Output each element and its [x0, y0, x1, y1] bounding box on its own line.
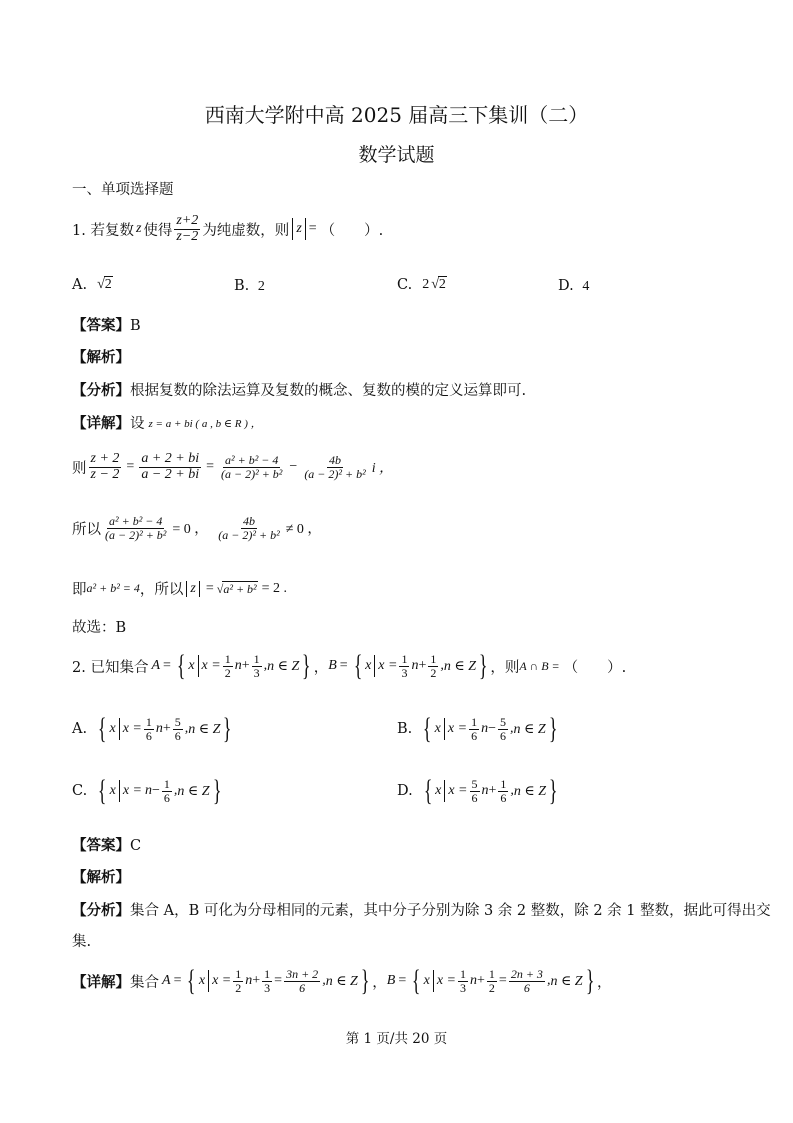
frac-3-den: (a − 2)² + b² — [221, 466, 283, 481]
q1-fraction — [174, 214, 200, 244]
frac-num: 1 — [145, 714, 152, 729]
page-footer: 第 1 页/共 20 页 — [345, 1031, 448, 1047]
frac — [252, 653, 262, 679]
option-b-value: 2 — [257, 279, 265, 294]
comma: ， — [313, 659, 329, 676]
n-in-z: n ∈ Z — [177, 783, 210, 799]
frac-den: 6 — [471, 728, 478, 743]
frac-den: 2 — [430, 665, 437, 680]
n-in-z: n ∈ Z — [550, 973, 583, 989]
frac-den: 3 — [460, 980, 467, 995]
cap-expr: A ∩ B = — [519, 658, 560, 673]
q2-option-d: D. { x x = $\frac{5}{6}$ n + $\frac{1}{6}$ , n ∈ Z } — [397, 774, 558, 807]
option-a — [72, 276, 113, 293]
n-var: n — [481, 721, 489, 736]
n-var: n — [234, 658, 242, 673]
frac — [498, 716, 508, 742]
choice-line: 故选：B — [72, 620, 127, 636]
frac-4 — [302, 454, 367, 480]
frac-den: 6 — [163, 790, 170, 805]
then-text: ，则 — [490, 659, 520, 676]
option-c — [397, 276, 447, 293]
mod-radicand: a² + b² — [223, 581, 257, 596]
suoyi2-text: ，所以 — [139, 582, 184, 598]
frac-2-den: a − 2 + bi — [141, 466, 200, 482]
set-var: x — [365, 658, 372, 673]
brace-left: { — [353, 649, 363, 682]
n-var: n — [411, 658, 419, 673]
brace-right: } — [223, 712, 232, 745]
minus-sign: − — [289, 459, 298, 475]
frac-den: 6 — [471, 790, 478, 805]
frac-5-num: a² + b² − 4 — [109, 514, 163, 528]
frac-5 — [103, 515, 168, 541]
frac-3-num: a² + b² − 4 — [225, 453, 279, 468]
page-title: 西南大学附中高 2025 届高三下集训（二） — [204, 103, 589, 127]
question-1-stem — [72, 214, 383, 244]
set-bar — [198, 655, 199, 677]
eq-sign: = — [205, 580, 214, 596]
frac-num: 5 — [499, 714, 506, 729]
ze-text: 则 — [72, 460, 87, 477]
frac — [233, 968, 243, 994]
frac-den: 2 — [224, 665, 231, 680]
brace-right: } — [302, 649, 311, 682]
n-var: n — [245, 973, 253, 988]
n-var: n — [155, 721, 163, 736]
derivation-line-1 — [72, 452, 393, 482]
option-b-label: B. — [234, 278, 250, 294]
frac-num: 5 — [471, 776, 478, 791]
mod-z: z — [190, 580, 196, 596]
mod-result: = 2 . — [261, 580, 288, 596]
frac — [399, 653, 409, 679]
ji-expr: a² + b² = 4 — [86, 581, 140, 595]
frac — [428, 653, 438, 679]
frac-4-num: 4b — [329, 453, 341, 468]
brace-left: { — [187, 964, 196, 997]
detail-she: 设 — [130, 416, 145, 432]
frac-num: 3n + 2 — [286, 966, 319, 981]
frac — [469, 716, 479, 742]
question-2-stem: 2. 已知集合 A = { x x = $\frac{1}{2}$ n + $\frac{1}{3}$ , n ∈ Z } ， B = { x x = $\frac{1}{3}$ n + $\frac{1}{2}$ , n ∈ Z } ，则 A ∩ B = （ ）. — [72, 649, 627, 682]
analysis-label: 【解析】 — [72, 349, 130, 366]
abs-bar-right — [305, 218, 306, 240]
n-in-z: n ∈ Z — [267, 658, 300, 674]
set-b: B — [386, 973, 396, 988]
frac — [162, 778, 172, 804]
set-var: x — [109, 783, 116, 798]
frac-6-den: (a − 2)² + b² — [218, 527, 280, 542]
answer-value: C — [130, 838, 142, 854]
frac-3 — [219, 454, 284, 480]
x-eq: x = — [122, 783, 142, 798]
eq-zero: = 0 ， — [172, 522, 209, 538]
section-heading: 一、单项选择题 — [72, 182, 174, 198]
brace-left: { — [423, 774, 433, 807]
frac — [509, 968, 545, 994]
brace-right: } — [478, 649, 488, 682]
tail-comma: ， — [597, 974, 612, 991]
frac-num: 1 — [224, 651, 231, 666]
set-bar — [444, 780, 445, 802]
frac — [144, 716, 154, 742]
q2-option-a: A. { x x = $\frac{1}{6}$ n + $\frac{5}{6}$ , n ∈ Z } — [72, 712, 232, 745]
option-c-label: C. — [72, 783, 88, 799]
frac-num: 1 — [401, 651, 408, 666]
set-var: x — [198, 973, 206, 988]
answer-line — [72, 314, 141, 335]
option-c-coef: 2 — [422, 276, 430, 292]
x-eq: x = — [122, 721, 142, 736]
q1-paren: （ ）. — [320, 222, 384, 239]
fenxi-label: 【分析】 — [72, 902, 130, 919]
option-a-label: A. — [72, 276, 88, 293]
frac — [458, 968, 468, 994]
option-d-label: D. — [397, 783, 413, 799]
frac-den: 6 — [523, 980, 530, 995]
eq-sign: = — [126, 459, 135, 475]
frac-den: 3 — [264, 980, 271, 995]
brace-left: { — [97, 712, 107, 745]
n-in-z: n ∈ Z — [513, 721, 546, 737]
jihe-text: 集合 — [130, 974, 159, 991]
frac-num: 1 — [430, 651, 437, 666]
eq-sign: = — [173, 973, 182, 988]
frac-den: 2 — [235, 980, 242, 995]
set-bar — [433, 970, 434, 992]
frac-den: 3 — [401, 665, 408, 680]
x-eq: x = — [212, 973, 232, 988]
x-eq: x = — [378, 658, 398, 673]
frac-den: 6 — [500, 790, 507, 805]
q1-abs-z: z — [296, 221, 302, 237]
brace-right: } — [548, 774, 558, 807]
option-b — [234, 278, 265, 295]
frac-2-num: a + 2 + bi — [141, 451, 200, 466]
option-d-label: D. — [558, 278, 574, 294]
brace-right: } — [212, 774, 222, 807]
brace-left: { — [176, 649, 186, 682]
page-subtitle: 数学试题 — [358, 144, 435, 166]
n-in-z: n ∈ Z — [325, 973, 358, 989]
set-bar — [119, 718, 120, 740]
q2-option-b: B. { x x = $\frac{1}{6}$ n − $\frac{5}{6}$ , n ∈ Z } — [397, 712, 558, 745]
frac-2 — [139, 452, 201, 482]
brace-left: { — [98, 774, 107, 807]
derivation-line-3 — [72, 578, 287, 599]
detail-label: 【详解】 — [72, 415, 130, 432]
x-eq: x = — [448, 783, 468, 798]
option-a-value: 2 — [104, 277, 112, 292]
sqrt-symbol: √ a² + b² — [216, 581, 257, 596]
n-in-z: n ∈ Z — [188, 721, 221, 737]
frac-den: 6 — [299, 980, 306, 995]
abs-bar-right — [199, 581, 200, 597]
option-c-label: C. — [397, 276, 413, 293]
frac-4-den: (a − 2)² + b² — [304, 466, 366, 481]
answer-label: 【答案】 — [72, 317, 130, 334]
frac — [284, 968, 320, 994]
frac — [223, 653, 233, 679]
x-eq: x = — [447, 721, 468, 736]
q2-fenxi-line2: 集. — [72, 934, 92, 950]
frac-5-den: (a − 2)² + b² — [105, 527, 167, 542]
frac-1-num: z + 2 — [90, 451, 120, 466]
eq-sign: = — [163, 658, 171, 673]
set-a: A — [151, 658, 161, 673]
frac-6 — [216, 515, 281, 541]
q1-prefix: 1. 若复数 — [72, 222, 134, 239]
n-var: n — [470, 973, 478, 988]
set-bar — [444, 718, 445, 740]
frac — [470, 778, 480, 804]
frac-den: 2 — [488, 980, 495, 995]
suoyi-text: 所以 — [72, 521, 101, 538]
frac — [498, 778, 508, 804]
fenxi-label: 【分析】 — [72, 382, 130, 399]
frac — [487, 968, 497, 994]
frac-den: 3 — [253, 665, 260, 680]
q2-analysis-label: 【解析】 — [72, 869, 130, 886]
n-var: n — [144, 783, 152, 798]
q2-fenxi-line — [72, 899, 771, 920]
frac-1-den: z − 2 — [90, 466, 120, 482]
set-bar — [119, 780, 120, 802]
set-b: B — [328, 658, 337, 673]
detail-line — [72, 412, 262, 433]
n-in-z: n ∈ Z — [513, 783, 547, 799]
brace-left: { — [423, 712, 432, 745]
ji-text: 即 — [72, 582, 87, 598]
frac-den: 6 — [499, 728, 506, 743]
set-var: x — [188, 658, 195, 673]
q2-option-c: C. { x x = n − $\frac{1}{6}$ , n ∈ Z } — [72, 774, 222, 807]
q2-prefix: 2. 已知集合 — [72, 659, 149, 676]
brace-right: } — [548, 712, 558, 745]
q1-frac-den: z−2 — [176, 228, 199, 244]
frac — [173, 716, 183, 742]
answer-value: B — [130, 318, 141, 334]
fenxi-line — [72, 379, 526, 400]
detail-label: 【详解】 — [72, 973, 130, 991]
x-eq: x = — [436, 973, 457, 988]
answer-label: 【答案】 — [72, 837, 130, 854]
frac-1 — [89, 452, 122, 482]
frac-num: 2n + 3 — [510, 966, 543, 981]
option-d-value: 4 — [582, 279, 590, 294]
set-var: x — [109, 721, 116, 736]
frac — [262, 968, 272, 994]
set-var: x — [435, 783, 442, 798]
frac-num: 1 — [460, 966, 467, 981]
brace-left: { — [412, 964, 421, 997]
neq-zero: ≠ 0 ， — [285, 522, 322, 538]
fenxi-text: 集合 A，B 可化为分母相同的元素，其中分子分别为除 3 余 2 整数，除 2 余 1 整数，据此可得出交 — [130, 903, 771, 919]
frac-num: 1 — [471, 714, 478, 729]
frac-num: 5 — [174, 714, 181, 729]
fenxi-text: 根据复数的除法运算及复数的概念、复数的模的定义运算即可. — [130, 383, 527, 399]
frac-den: 6 — [145, 728, 152, 743]
i-tail: i ， — [371, 461, 394, 477]
q1-mid: 使得 — [143, 222, 173, 239]
option-b-label: B. — [397, 721, 413, 737]
sqrt-symbol: √ 2 — [97, 277, 112, 292]
q1-frac-num: z+2 — [176, 213, 199, 228]
frac-num: 1 — [488, 966, 495, 981]
q2-answer-line — [72, 834, 141, 855]
brace-right: } — [585, 964, 595, 997]
q1-var: z — [135, 221, 142, 237]
set-var: x — [423, 973, 430, 988]
detail-set: z = a + bi ( a , b ∈ R ) ， — [148, 417, 262, 430]
comma: ， — [372, 974, 387, 991]
x-eq: x = — [201, 658, 221, 673]
n-var: n — [481, 783, 489, 798]
option-a-label: A. — [72, 721, 88, 737]
set-bar — [374, 655, 375, 677]
sqrt-symbol: √ 2 — [431, 277, 446, 292]
set-a: A — [162, 973, 171, 988]
eq-sign: = — [206, 459, 215, 475]
q2-paren: （ ）. — [563, 659, 627, 676]
frac-num: 1 — [235, 966, 242, 981]
abs-bar-left — [292, 218, 293, 240]
abs-bar-left — [186, 581, 187, 597]
brace-right: } — [360, 964, 370, 997]
derivation-line-2 — [72, 515, 321, 541]
frac-num: 1 — [253, 651, 260, 666]
frac-6-num: 4b — [242, 514, 255, 528]
set-var: x — [434, 721, 441, 736]
option-d — [558, 278, 589, 295]
option-c-radicand: 2 — [438, 277, 446, 292]
q1-mid2: 为纯虚数，则 — [202, 222, 290, 239]
frac-den: 6 — [174, 728, 181, 743]
set-bar — [208, 970, 209, 992]
q1-eq: = — [308, 221, 317, 237]
frac-num: 1 — [264, 966, 271, 981]
n-in-z: n ∈ Z — [443, 658, 477, 674]
eq-sign: = — [339, 658, 348, 673]
frac-num: 1 — [500, 776, 507, 791]
frac-num: 1 — [163, 776, 170, 791]
eq-sign: = — [398, 973, 407, 988]
q2-detail-line: 【详解】 集合 A = { x x = $\frac{1}{2}$ n + $\frac{1}{3}$ = $\frac{3n + 2}{6}$ , n ∈ Z } ， B = { x x = $\frac{1}{3}$ n + $\frac{1}{2}$ = $\frac{2n + 3}{6}$ , n ∈ Z } ， — [72, 964, 612, 997]
